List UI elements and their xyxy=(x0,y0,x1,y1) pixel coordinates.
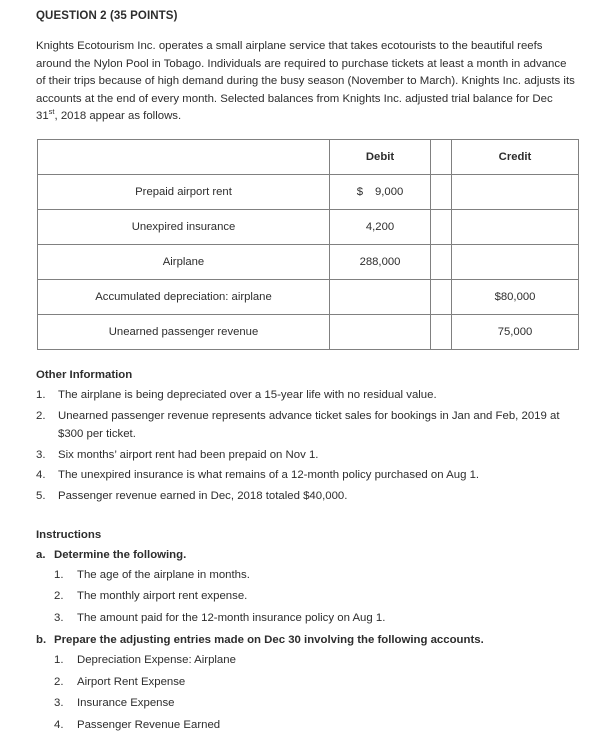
debit-amount: 288,000 xyxy=(359,255,401,268)
other-information-list xyxy=(36,387,577,505)
cell-debit xyxy=(330,244,431,279)
cell-account: Prepaid airport rent xyxy=(38,174,330,209)
list-item xyxy=(54,652,577,669)
list-marker: 5. xyxy=(36,490,46,503)
list-marker: 3. xyxy=(36,448,46,461)
column-header-gap xyxy=(431,139,452,174)
table-header-row xyxy=(38,139,579,174)
part-b-text: Prepare the adjusting entries made on Dec 30 involving the following accounts. xyxy=(54,634,484,647)
debit-amount: 4,200 xyxy=(365,220,395,233)
list-marker: 4. xyxy=(54,719,64,732)
list-marker: 1. xyxy=(54,568,64,581)
list-item xyxy=(36,467,577,484)
list-item-text: Unearned passenger revenue represents advance ticket sales for bookings in Jan and Feb, 2019 at $300 per ticket. xyxy=(58,410,560,440)
list-marker: 1. xyxy=(36,389,46,402)
list-item-part-b xyxy=(36,632,577,735)
intro-text-after-date: , 2018 appear as follows. xyxy=(54,110,182,123)
cell-credit xyxy=(452,209,579,244)
part-a-text: Determine the following. xyxy=(54,549,187,562)
table-row xyxy=(38,244,579,279)
adjusted-trial-balance-table xyxy=(37,139,579,350)
cell-gap xyxy=(431,244,452,279)
cell-account: Unearned passenger revenue xyxy=(38,314,330,349)
column-header-account xyxy=(38,139,330,174)
part-b-sublist xyxy=(54,652,577,735)
list-item xyxy=(36,408,577,443)
cell-account: Accumulated depreciation: airplane xyxy=(38,279,330,314)
list-marker: 2. xyxy=(54,675,64,688)
cell-debit xyxy=(330,279,431,314)
table-row xyxy=(38,174,579,209)
list-item-text: The age of the airplane in months. xyxy=(77,568,250,581)
list-item xyxy=(54,695,577,712)
list-item-text: Six months’ airport rent had been prepaid on Nov 1. xyxy=(58,448,319,461)
cell-credit xyxy=(452,174,579,209)
intro-text-before-date: Knights Ecotourism Inc. operates a small airplane service that takes ecotourists to the beautiful reefs around the Nylon Pool in Tobago. Individuals are required to purchase tickets at least a month in advance of their trips because of high demand during the busy season (November to March). Knights Inc. adjusts its accounts at the end of every month. Selected balances from Knights Inc. adjusted trial balance for Dec 31 xyxy=(36,39,575,123)
list-item-text: The unexpired insurance is what remains of a 12-month policy purchased on Aug 1. xyxy=(58,469,480,482)
cell-gap xyxy=(431,209,452,244)
list-item-text: The monthly airport rent expense. xyxy=(77,590,248,603)
list-item xyxy=(54,717,577,734)
cell-credit: $80,000 xyxy=(452,279,579,314)
instructions-heading: Instructions xyxy=(36,528,102,541)
list-item xyxy=(54,610,577,627)
list-marker: 2. xyxy=(54,590,64,603)
table-row xyxy=(38,314,579,349)
question-intro-paragraph xyxy=(36,38,577,126)
instructions-part-b xyxy=(36,632,577,735)
cell-gap xyxy=(431,174,452,209)
list-item-text: The airplane is being depreciated over a 15-year life with no residual value. xyxy=(58,389,437,402)
list-item xyxy=(54,674,577,691)
cell-debit xyxy=(330,314,431,349)
table-row xyxy=(38,279,579,314)
list-item xyxy=(36,387,577,404)
cell-account: Unexpired insurance xyxy=(38,209,330,244)
other-information-heading: Other Information xyxy=(36,368,133,381)
list-item-part-a xyxy=(36,547,577,628)
column-header-debit: Debit xyxy=(330,139,431,174)
list-marker: 1. xyxy=(54,653,64,666)
table-row xyxy=(38,209,579,244)
column-header-credit: Credit xyxy=(452,139,579,174)
instructions-part-a xyxy=(36,547,577,628)
debit-amount: 9,000 xyxy=(375,185,404,198)
cell-gap xyxy=(431,314,452,349)
list-marker: 3. xyxy=(54,697,64,710)
cell-credit xyxy=(452,244,579,279)
list-item xyxy=(54,567,577,584)
list-marker: a. xyxy=(36,549,46,562)
cell-debit xyxy=(330,209,431,244)
cell-gap xyxy=(431,279,452,314)
list-item xyxy=(36,488,577,505)
part-a-sublist xyxy=(54,567,577,628)
cell-credit: 75,000 xyxy=(452,314,579,349)
date-ordinal-suffix: st xyxy=(48,107,55,117)
list-item-text: Insurance Expense xyxy=(77,697,175,710)
list-item-text: The amount paid for the 12-month insurance policy on Aug 1. xyxy=(77,612,386,625)
list-item-text: Passenger revenue earned in Dec, 2018 totaled $40,000. xyxy=(58,490,348,503)
list-item xyxy=(36,447,577,464)
list-marker: b. xyxy=(36,634,47,647)
list-marker: 4. xyxy=(36,469,46,482)
list-marker: 3. xyxy=(54,612,64,625)
page-title: QUESTION 2 (35 POINTS) xyxy=(36,10,178,22)
list-item-text: Depreciation Expense: Airplane xyxy=(77,653,236,666)
list-item-text: Passenger Revenue Earned xyxy=(77,719,221,732)
list-item xyxy=(54,588,577,605)
currency-symbol: $ xyxy=(356,185,363,198)
cell-debit xyxy=(330,174,431,209)
list-item-text: Airport Rent Expense xyxy=(77,675,186,688)
list-marker: 2. xyxy=(36,410,46,423)
cell-account: Airplane xyxy=(38,244,330,279)
